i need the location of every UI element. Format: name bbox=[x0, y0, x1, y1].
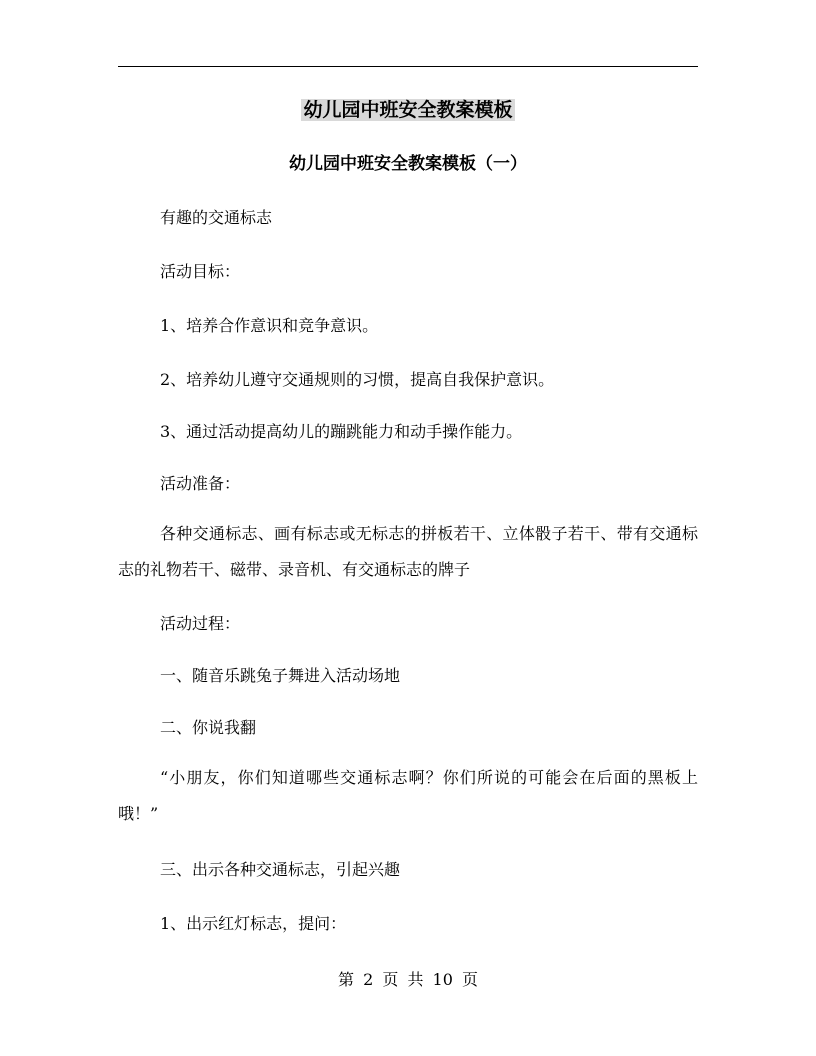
lesson-name: 有趣的交通标志 bbox=[160, 208, 273, 227]
header-rule bbox=[118, 66, 698, 67]
objectives-heading: 活动目标： bbox=[160, 262, 241, 281]
process-step: 1、出示红灯标志，提问： bbox=[160, 914, 347, 933]
objective-item: 3、通过活动提高幼儿的蹦跳能力和动手操作能力。 bbox=[160, 422, 523, 441]
preparation-heading: 活动准备： bbox=[160, 474, 241, 493]
preparation-paragraph: 各种交通标志、画有标志或无标志的拼板若干、立体骰子若干、带有交通标志的礼物若干、磁带、录音机、有交通标志的牌子 bbox=[118, 524, 698, 579]
document-title-text: 幼儿园中班安全教案模板 bbox=[303, 99, 513, 121]
page-number: 第 2 页 共 10 页 bbox=[338, 970, 478, 989]
process-step: 一、随音乐跳兔子舞进入活动场地 bbox=[160, 666, 401, 685]
process-step: 二、你说我翻 bbox=[160, 718, 257, 737]
process-step: 三、出示各种交通标志，引起兴趣 bbox=[160, 860, 401, 879]
section-subtitle: 幼儿园中班安全教案模板（一） bbox=[289, 154, 527, 174]
objective-item: 1、培养合作意识和竞争意识。 bbox=[160, 316, 379, 335]
quote-paragraph: “小朋友，你们知道哪些交通标志啊？你们所说的可能会在后面的黑板上哦！” bbox=[118, 768, 698, 823]
document-title bbox=[0, 95, 816, 125]
objective-item: 2、培养幼儿遵守交通规则的习惯，提高自我保护意识。 bbox=[160, 370, 555, 389]
process-heading: 活动过程： bbox=[160, 614, 241, 633]
